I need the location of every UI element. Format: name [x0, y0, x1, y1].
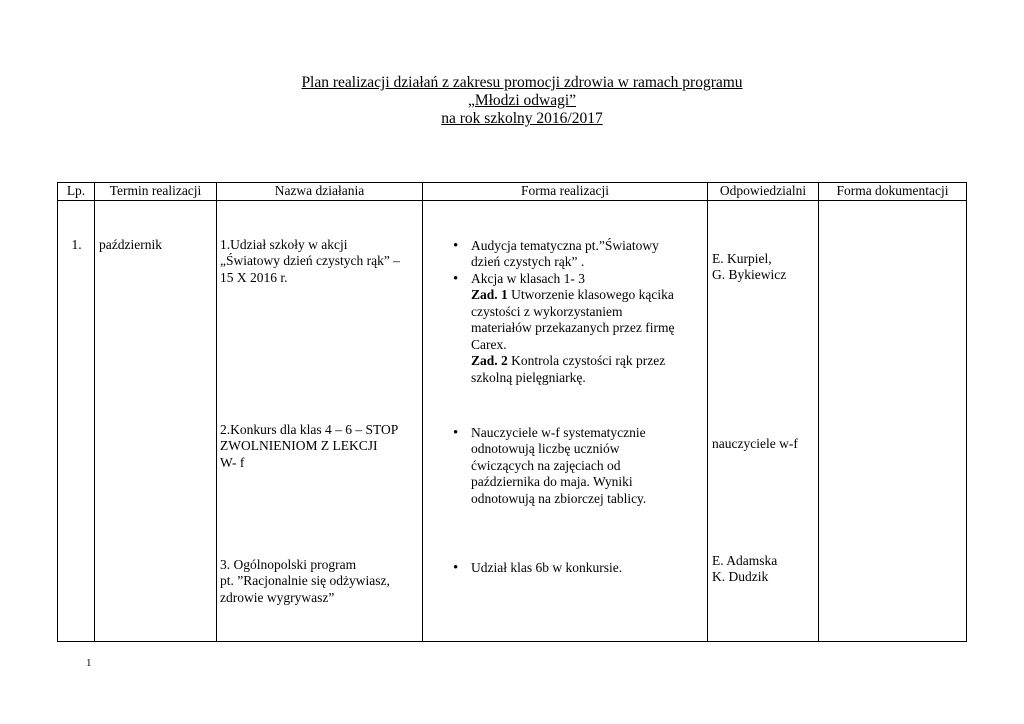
- document-title: [0, 74, 1024, 128]
- cell-nazwa: [217, 200, 423, 641]
- zad-1-label: Zad. 1: [471, 287, 508, 302]
- zad-2-label: Zad. 2: [471, 353, 508, 368]
- list-item: • Akcja w klasach 1- 3 Zad. 1 Utworzenie klasowego kącika czystości z wykorzystaniem materiałów przekazanych przez firmę Carex. Zad. 2 Kontrola czystości rąk przez szkolną pielęgniarkę.: [453, 271, 703, 387]
- plan-table: [57, 182, 967, 642]
- action-2-name: 2.Konkurs dla klas 4 – 6 – STOP ZWOLNIENIOM Z LEKCJI W- f: [220, 421, 399, 470]
- title-line-3: na rok szkolny 2016/2017: [441, 110, 603, 127]
- header-dokumentacja: Forma dokumentacji: [819, 183, 967, 201]
- cell-dokumentacja: [819, 200, 967, 641]
- table-row: [58, 200, 967, 641]
- header-odpowiedzialni: Odpowiedzialni: [708, 183, 819, 201]
- header-lp: Lp.: [58, 183, 95, 201]
- list-item: • Audycja tematyczna pt.”Światowy dzień czystych rąk” .: [453, 238, 703, 271]
- action-2-odpowiedzialni: nauczyciele w-f: [712, 435, 798, 451]
- termin-value: październik: [99, 236, 162, 252]
- header-nazwa: Nazwa działania: [217, 183, 423, 201]
- header-termin: Termin realizacji: [95, 183, 217, 201]
- action-1-forma: [453, 238, 703, 387]
- title-line-1: Plan realizacji działań z zakresu promocji zdrowia w ramach programu: [301, 74, 743, 91]
- cell-termin: [95, 200, 217, 641]
- table-header-row: [58, 183, 967, 201]
- cell-forma: [423, 200, 708, 641]
- cell-odpowiedzialni: [708, 200, 819, 641]
- cell-lp: [58, 200, 95, 641]
- list-item: • Nauczyciele w-f systematycznie odnotowują liczbę uczniów ćwiczących na zajęciach od października do maja. Wyniki odnotowują na zbiorczej tablicy.: [453, 425, 703, 508]
- action-1-name: 1.Udział szkoły w akcji „Światowy dzień czystych rąk” – 15 X 2016 r.: [220, 236, 400, 285]
- action-3-odpowiedzialni: E. Adamska K. Dudzik: [712, 552, 778, 584]
- title-line-2: „Młodzi odwagi”: [467, 92, 577, 109]
- list-item: • Udział klas 6b w konkursie.: [453, 560, 703, 577]
- action-3-name: 3. Ogólnopolski program pt. ”Racjonalnie się odżywiasz, zdrowie wygrywasz”: [220, 556, 390, 605]
- action-3-forma: [453, 560, 703, 577]
- action-2-forma: [453, 425, 703, 508]
- action-1-odpowiedzialni: E. Kurpiel, G. Bykiewicz: [712, 250, 787, 282]
- row-number: 1.: [71, 236, 82, 252]
- header-forma: Forma realizacji: [423, 183, 708, 201]
- page-number: 1: [86, 657, 92, 669]
